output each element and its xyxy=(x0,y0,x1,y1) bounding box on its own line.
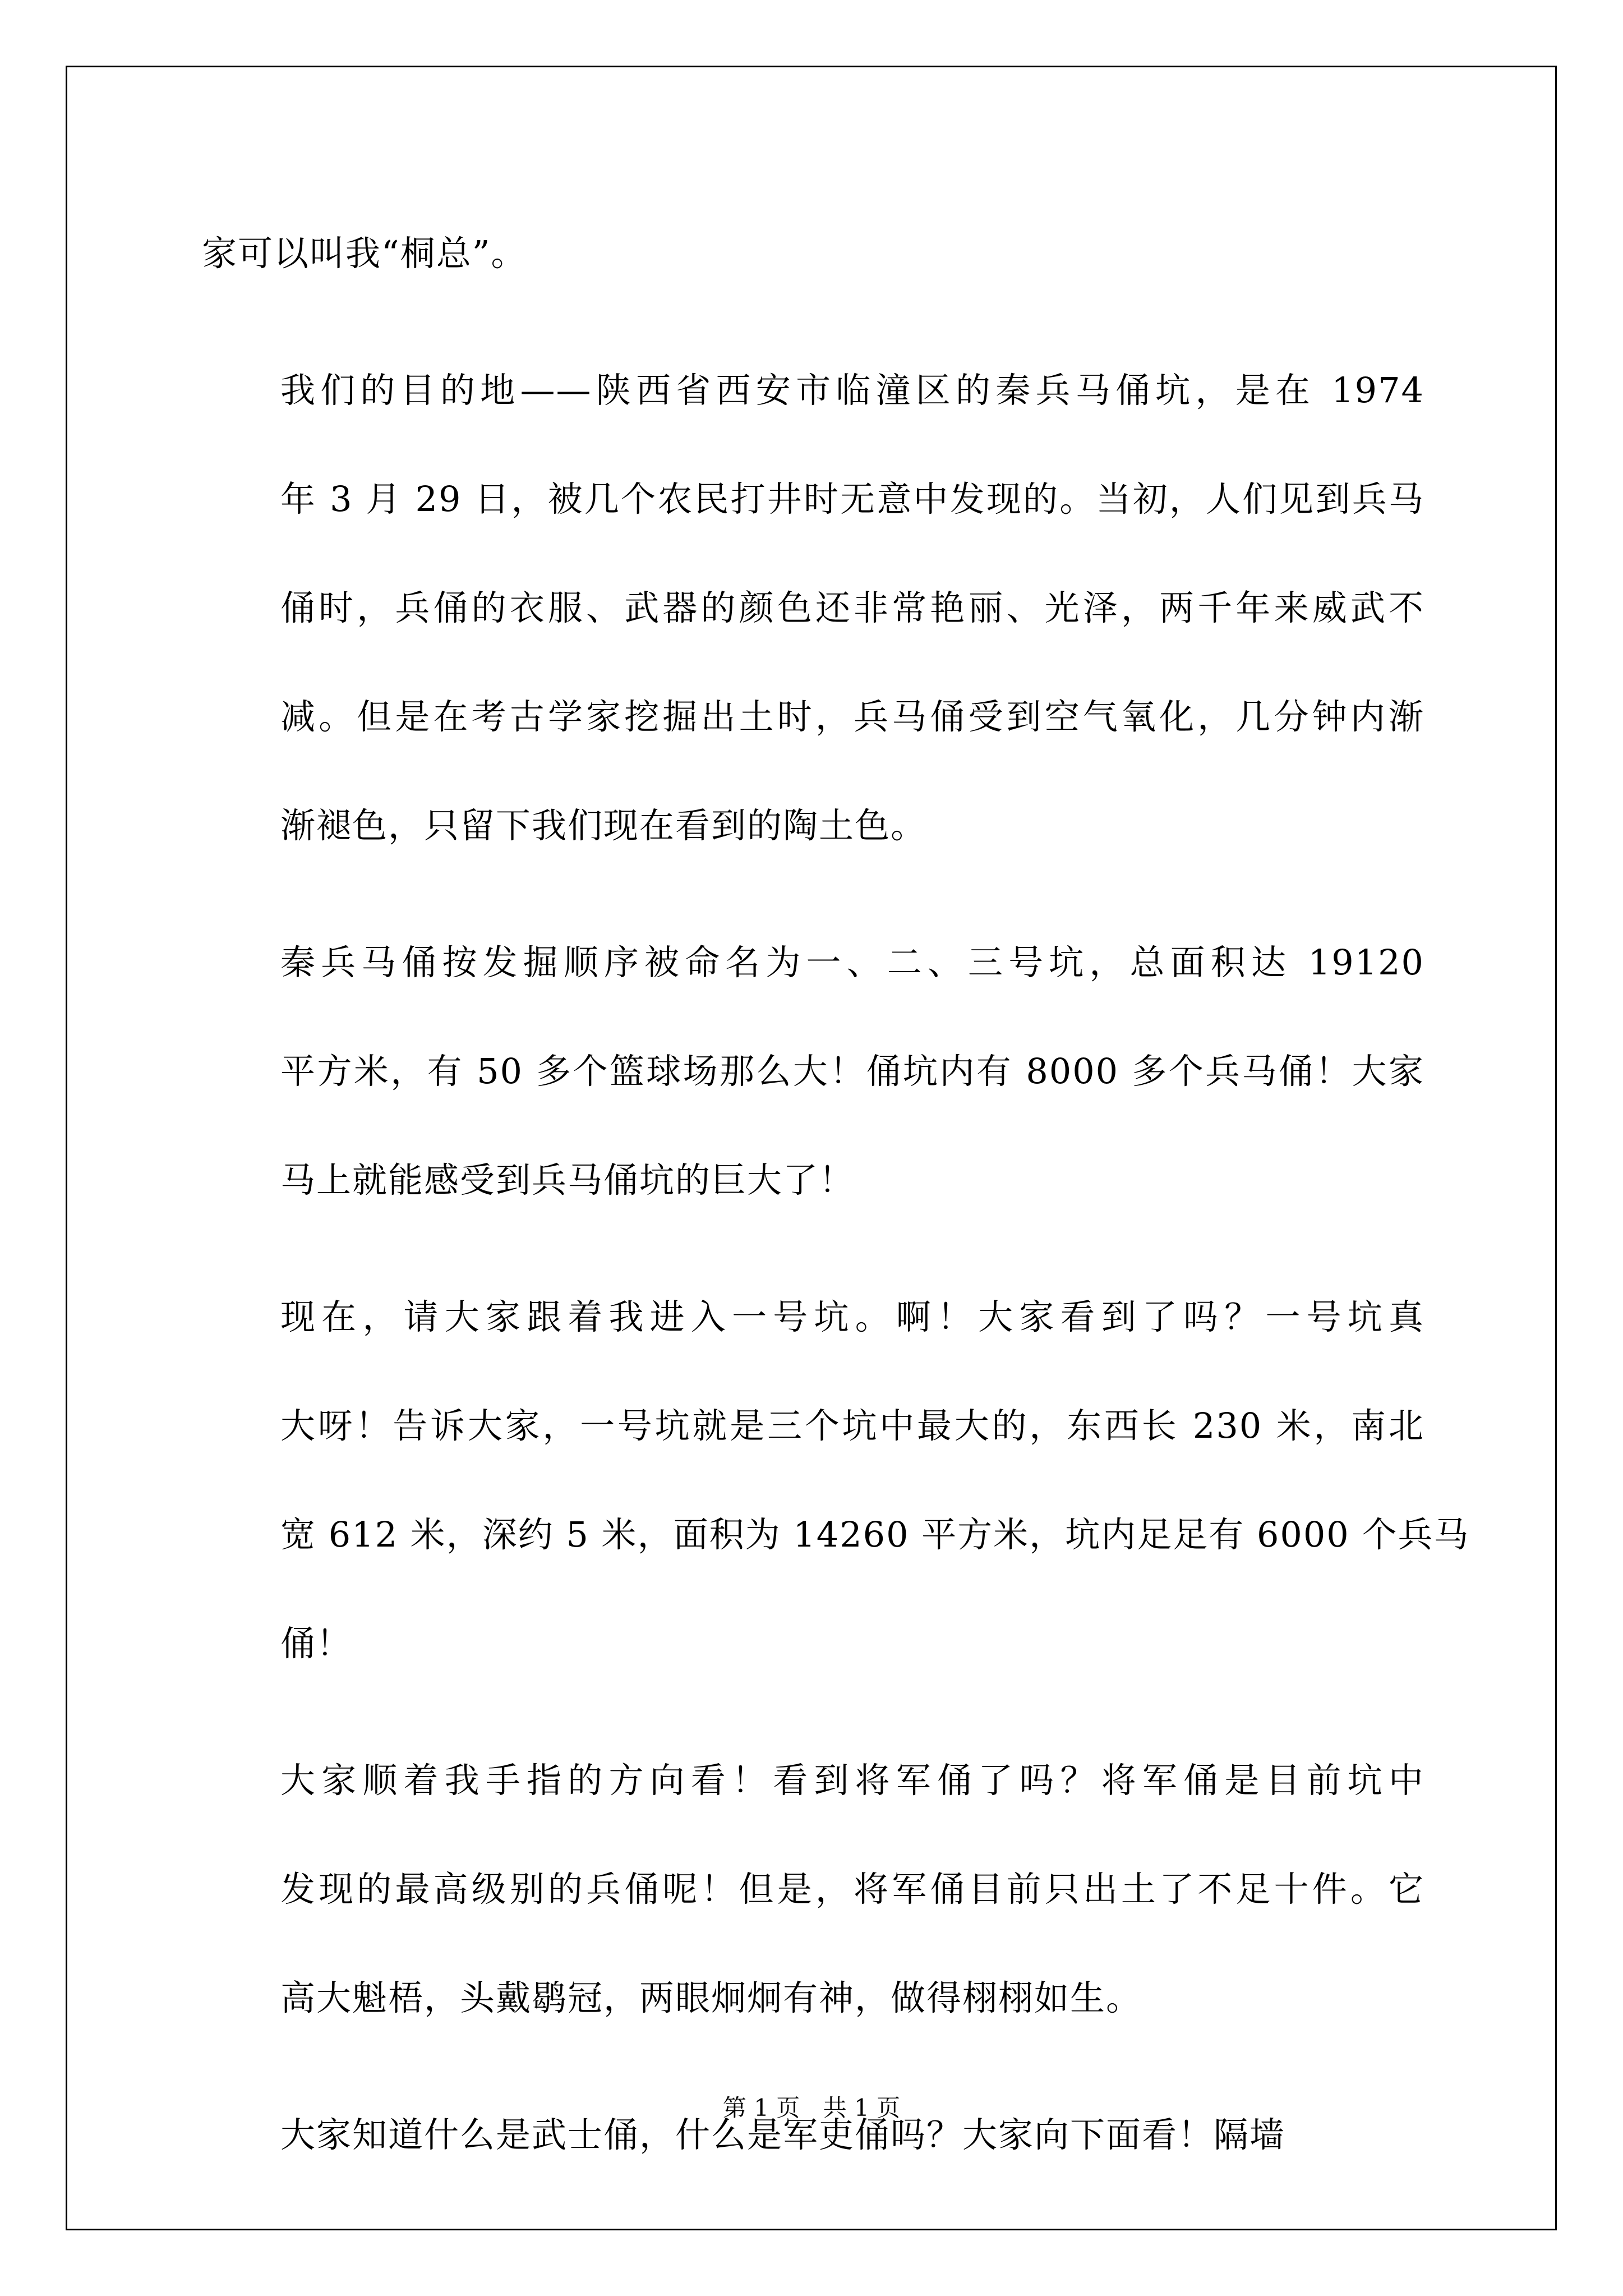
text-line: 发现的最高级别的兵俑呢！但是，将军俑目前只出土了不足十件。它 xyxy=(280,1869,1424,1910)
text-line: 平方米，有 50 多个篮球场那么大！俑坑内有 8000 多个兵马俑！大家 xyxy=(280,1051,1424,1092)
text-line: 我们的目的地——陕西省西安市临潼区的秦兵马俑坑，是在 1974 xyxy=(280,370,1424,411)
text-line: 秦兵马俑按发掘顺序被命名为一、二、三号坑，总面积达 19120 xyxy=(280,942,1424,983)
paragraph xyxy=(202,336,1424,880)
text-line: 现在，请大家跟着我进入一号坑。啊！大家看到了吗？一号坑真 xyxy=(280,1296,1424,1337)
text-line: 大呀！告诉大家，一号坑就是三个坑中最大的，东西长 230 米，南北 xyxy=(280,1405,1424,1446)
text-line: 高大魁梧，头戴鹖冠，两眼炯炯有神，做得栩栩如生。 xyxy=(280,1977,1142,2018)
paragraph xyxy=(202,1726,1424,2053)
text-line: 家可以叫我“桐总”。 xyxy=(202,233,527,274)
page-number: 第 1 页 xyxy=(722,2094,800,2122)
text-line: 俑！ xyxy=(280,1623,353,1664)
text-line: 马上就能感受到兵马俑坑的巨大了！ xyxy=(280,1159,855,1200)
text-line: 渐褪色，只留下我们现在看到的陶土色。 xyxy=(280,805,927,846)
paragraph xyxy=(202,1263,1470,1698)
page-footer xyxy=(0,2090,1623,2123)
text-line: 大家顺着我手指的方向看！看到将军俑了吗？将军俑是目前坑中 xyxy=(280,1760,1424,1801)
page-total: 共 1 页 xyxy=(823,2094,901,2122)
text-line: 大家知道什么是武士俑，什么是军吏俑吗？大家向下面看！隔墙 xyxy=(280,2114,1286,2155)
text-line: 宽 612 米，深约 5 米，面积为 14260 平方米，坑内足足有 6000 个兵马 xyxy=(280,1514,1470,1555)
document-body xyxy=(202,199,1470,2217)
text-line: 减。但是在考古学家挖掘出土时，兵马俑受到空气氧化，几分钟内渐 xyxy=(280,696,1424,737)
text-line: 年 3 月 29 日，被几个农民打井时无意中发现的。当初，人们见到兵马 xyxy=(280,478,1424,519)
text-line: 俑时，兵俑的衣服、武器的颜色还非常艳丽、光泽，两千年来威武不 xyxy=(280,587,1424,628)
paragraph xyxy=(202,199,1424,308)
paragraph xyxy=(202,908,1424,1235)
